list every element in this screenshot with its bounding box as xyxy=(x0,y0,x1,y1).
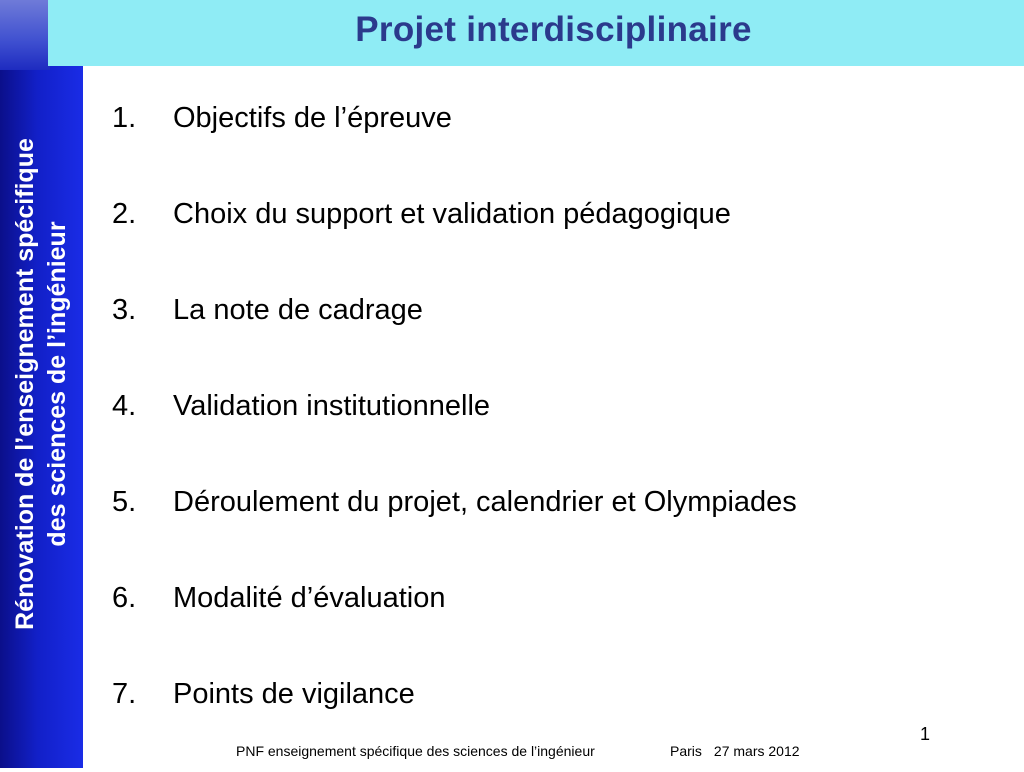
sidebar-caption-line-1: Rénovation de l’enseignement spécifique xyxy=(11,138,39,630)
agenda-item-label: Déroulement du projet, calendrier et Olympiades xyxy=(173,486,797,518)
agenda-item-label: Objectifs de l’épreuve xyxy=(173,102,452,134)
agenda-item-number: 3. xyxy=(112,294,137,326)
agenda-item-label: Modalité d’évaluation xyxy=(173,582,446,614)
agenda-item-label: La note de cadrage xyxy=(173,294,423,326)
agenda-item-number: 1. xyxy=(112,102,137,134)
sidebar-caption xyxy=(9,74,73,694)
sidebar-caption-line-2: des sciences de l’ingénieur xyxy=(43,221,71,547)
sidebar-top-gradient xyxy=(0,0,50,70)
agenda-item-number: 5. xyxy=(112,486,137,518)
agenda-item-number: 4. xyxy=(112,390,137,422)
agenda-item-number: 7. xyxy=(112,678,137,710)
agenda-item-number: 2. xyxy=(112,198,137,230)
agenda-item-label: Choix du support et validation pédagogique xyxy=(173,198,731,230)
sidebar-band xyxy=(0,0,83,768)
footer-place-date xyxy=(670,743,800,759)
agenda-item-label: Points de vigilance xyxy=(173,678,415,710)
footer-date: 27 mars 2012 xyxy=(713,743,800,759)
page-number: 1 xyxy=(920,724,931,744)
footer-city: Paris xyxy=(670,743,702,759)
agenda-item-number: 6. xyxy=(112,582,137,614)
agenda-item-label: Validation institutionnelle xyxy=(173,390,491,422)
slide-title: Projet interdisciplinaire xyxy=(355,10,752,49)
footer-text: PNF enseignement spécifique des sciences de l’ingénieur xyxy=(236,743,595,759)
